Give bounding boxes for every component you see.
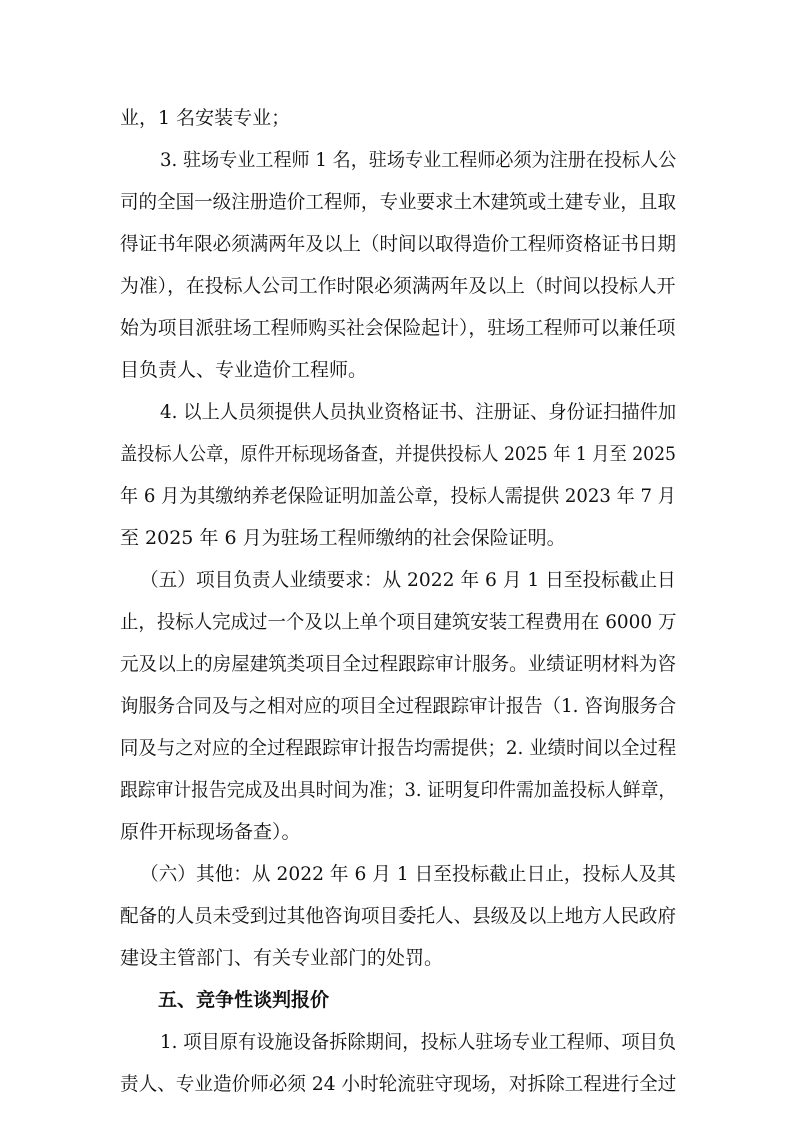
text-line: 年 6 月为其缴纳养老保险证明加盖公章，投标人需提供 2023 年 7 月 <box>120 485 676 507</box>
text-line: 目负责人、专业造价工程师。 <box>120 359 368 381</box>
text-line: 元及以上的房屋建筑类项目全过程跟踪审计服务。业绩证明材料为咨 <box>120 653 676 675</box>
text-line: （五）项目负责人业绩要求：从 2022 年 6 月 1 日至投标截止日 <box>140 569 676 591</box>
text-line: （六）其他：从 2022 年 6 月 1 日至投标截止日止，投标人及其 <box>140 863 676 885</box>
text-line: 得证书年限必须满两年及以上（时间以取得造价工程师资格证书日期 <box>120 233 676 255</box>
text-line: 盖投标人公章，原件开标现场备查，并提供投标人 2025 年 1 月至 2025 <box>120 443 676 465</box>
text-line: 止，投标人完成过一个及以上单个项目建筑安装工程费用在 6000 万 <box>120 611 677 633</box>
text-line: 同及与之对应的全过程跟踪审计报告均需提供；2. 业绩时间以全过程 <box>120 737 677 759</box>
text-line: 4. 以上人员须提供人员执业资格证书、注册证、身份证扫描件加 <box>160 401 677 423</box>
text-line: 建设主管部门、有关专业部门的处罚。 <box>120 947 444 969</box>
text-line: 原件开标现场备查）。 <box>120 821 301 843</box>
text-line: 始为项目派驻场工程师购买社会保险起计），驻场工程师可以兼任项 <box>120 317 676 339</box>
text-line: 跟踪审计报告完成及出具时间为准；3. 证明复印件需加盖投标人鲜章， <box>120 779 677 801</box>
text-line: 1. 项目原有设施设备拆除期间，投标人驻场专业工程师、项目负 <box>160 1031 677 1053</box>
text-line: 为准），在投标人公司工作时限必须满两年及以上（时间以投标人开 <box>120 275 676 297</box>
text-line: 3. 驻场专业工程师 1 名，驻场专业工程师必须为注册在投标人公 <box>160 149 677 171</box>
text-line: 至 2025 年 6 月为驻场工程师缴纳的社会保险证明。 <box>120 527 566 549</box>
text-line: 配备的人员未受到过其他咨询项目委托人、县级及以上地方人民政府 <box>120 905 676 927</box>
text-line: 业，1 名安装专业； <box>120 107 291 129</box>
text-line: 询服务合同及与之相对应的项目全过程跟踪审计报告（1. 咨询服务合 <box>120 695 677 717</box>
text-line: 责人、专业造价师必须 24 小时轮流驻守现场，对拆除工程进行全过 <box>120 1073 677 1095</box>
text-line: 司的全国一级注册造价工程师，专业要求土木建筑或土建专业，且取 <box>120 191 676 213</box>
section-heading: 五、竞争性谈判报价 <box>158 989 330 1011</box>
